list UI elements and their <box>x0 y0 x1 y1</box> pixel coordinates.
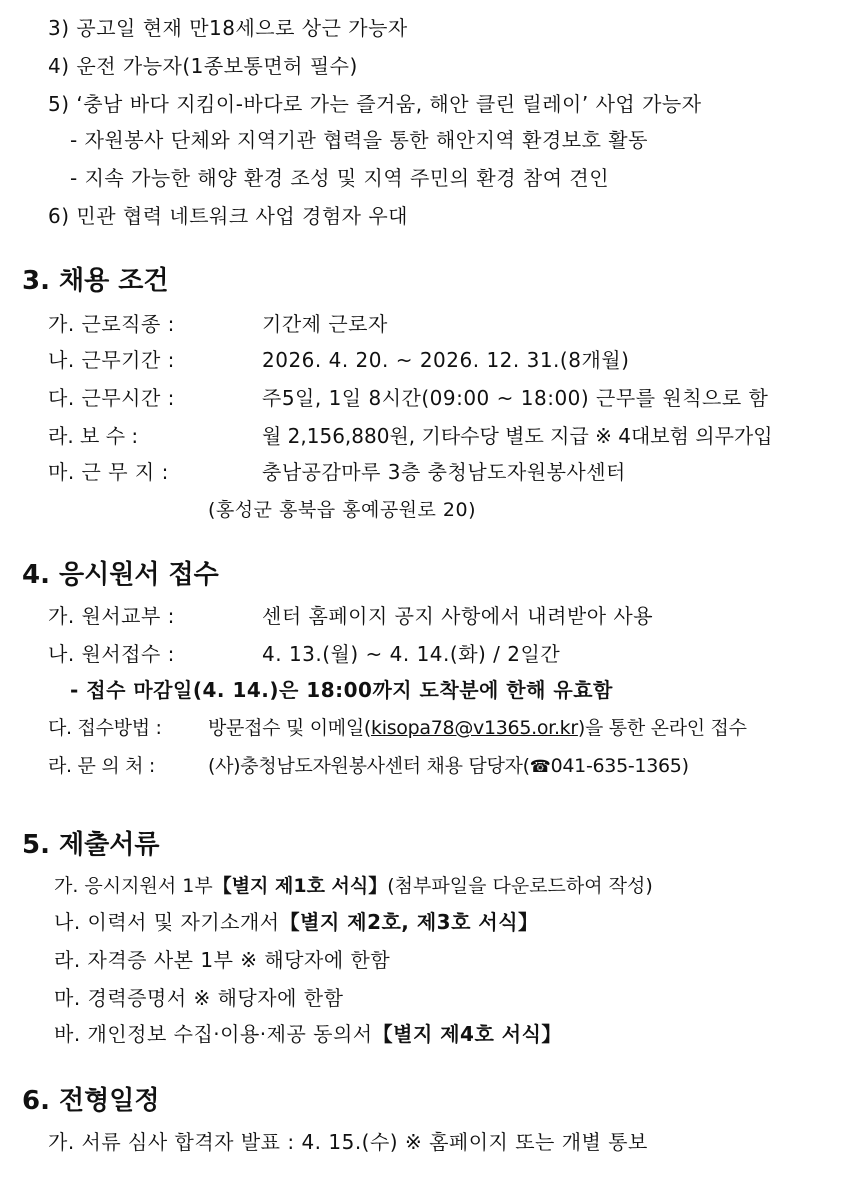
condition-row-2 <box>48 345 629 375</box>
document-note: (첨부파일을 다운로드하여 작성) <box>387 875 653 897</box>
document-item-5 <box>54 1019 562 1049</box>
condition-label: 다. 근무시간 : <box>48 386 175 410</box>
application-row-4 <box>48 751 689 782</box>
document-text: 가. 응시지원서 1부 <box>54 875 213 897</box>
application-row-1 <box>48 601 653 631</box>
section-5-heading: 5. 제출서류 <box>22 830 160 860</box>
application-value-post: )을 통한 온라인 접수 <box>577 717 747 739</box>
schedule-row-1: 가. 서류 심사 합격자 발표 : 4. 15.(수) ※ 홈페이지 또는 개별 통보 <box>48 1130 648 1154</box>
application-label: 다. 접수방법 : <box>48 717 162 739</box>
condition-label: 마. 근 무 지 : <box>48 460 169 484</box>
application-row-3 <box>48 713 747 743</box>
section-6-heading: 6. 전형일정 <box>22 1086 160 1116</box>
item-4: 4) 운전 가능자(1종보통면허 필수) <box>48 54 358 78</box>
item-5-sub-1: - 자원봉사 단체와 지역기관 협력을 통한 해안지역 환경보호 활동 <box>70 128 648 152</box>
item-5: 5) ‘충남 바다 지킴이-바다로 가는 즐거움, 해안 클린 릴레이’ 사업 가능자 <box>48 92 702 116</box>
document-item-2 <box>54 907 539 937</box>
contact-value: (사)충청남도자원봉사센터 채용 담당자( <box>208 755 530 777</box>
condition-value: 충남공감마루 3층 충청남도자원봉사센터 <box>262 460 626 484</box>
condition-row-5 <box>48 457 626 487</box>
document-text: 바. 개인정보 수집·이용·제공 동의서 <box>54 1022 373 1046</box>
condition-value: 주5일, 1일 8시간(09:00 ~ 18:00) 근무를 원칙으로 함 <box>262 386 769 410</box>
application-value: 4. 13.(월) ~ 4. 14.(화) / 2일간 <box>262 642 561 666</box>
application-label: 가. 원서교부 : <box>48 604 175 628</box>
application-value-pre: 방문접수 및 이메일( <box>208 717 372 739</box>
section-3-heading: 3. 채용 조건 <box>22 266 169 296</box>
condition-value: 월 2,156,880원, 기타수당 별도 지급 ※ 4대보험 의무가입 <box>262 424 773 448</box>
application-label: 라. 문 의 처 : <box>48 755 156 777</box>
item-6: 6) 민관 협력 네트워크 사업 경험자 우대 <box>48 204 408 228</box>
item-3: 3) 공고일 현재 만18세으로 상근 가능자 <box>48 16 408 40</box>
condition-value: 기간제 근로자 <box>262 312 388 336</box>
phone-number: 041-635-1365) <box>550 755 689 777</box>
email-link[interactable]: kisopa78@v1365.or.kr <box>371 717 578 739</box>
document-item-3: 라. 자격증 사본 1부 ※ 해당자에 한함 <box>54 948 391 972</box>
item-5-sub-2: - 지속 가능한 해양 환경 조성 및 지역 주민의 환경 참여 견인 <box>70 166 610 190</box>
document-text: 나. 이력서 및 자기소개서 <box>54 910 280 934</box>
form-reference: 【별지 제1호 서식】 <box>212 875 388 897</box>
document-item-1 <box>54 871 653 901</box>
condition-row-1 <box>48 309 388 339</box>
form-reference: 【별지 제2호, 제3호 서식】 <box>279 910 539 934</box>
section-4-heading: 4. 응시원서 접수 <box>22 560 219 590</box>
condition-value: 2026. 4. 20. ~ 2026. 12. 31.(8개월) <box>262 348 630 372</box>
condition-label: 라. 보 수 : <box>48 424 139 448</box>
condition-row-4 <box>48 421 773 451</box>
condition-row-3 <box>48 383 768 413</box>
application-value: 센터 홈페이지 공지 사항에서 내려받아 사용 <box>262 604 654 628</box>
workplace-address: (홍성군 홍북읍 홍예공원로 20) <box>208 499 477 521</box>
document-item-4: 마. 경력증명서 ※ 해당자에 한함 <box>54 986 344 1010</box>
telephone-icon: ☎ <box>529 757 551 777</box>
condition-label: 가. 근로직종 : <box>48 312 175 336</box>
condition-label: 나. 근무기간 : <box>48 348 175 372</box>
application-label: 나. 원서접수 : <box>48 642 175 666</box>
form-reference: 【별지 제4호 서식】 <box>372 1022 562 1046</box>
deadline-note: - 접수 마감일(4. 14.)은 18:00까지 도착분에 한해 유효함 <box>70 678 613 702</box>
application-row-2 <box>48 639 560 669</box>
